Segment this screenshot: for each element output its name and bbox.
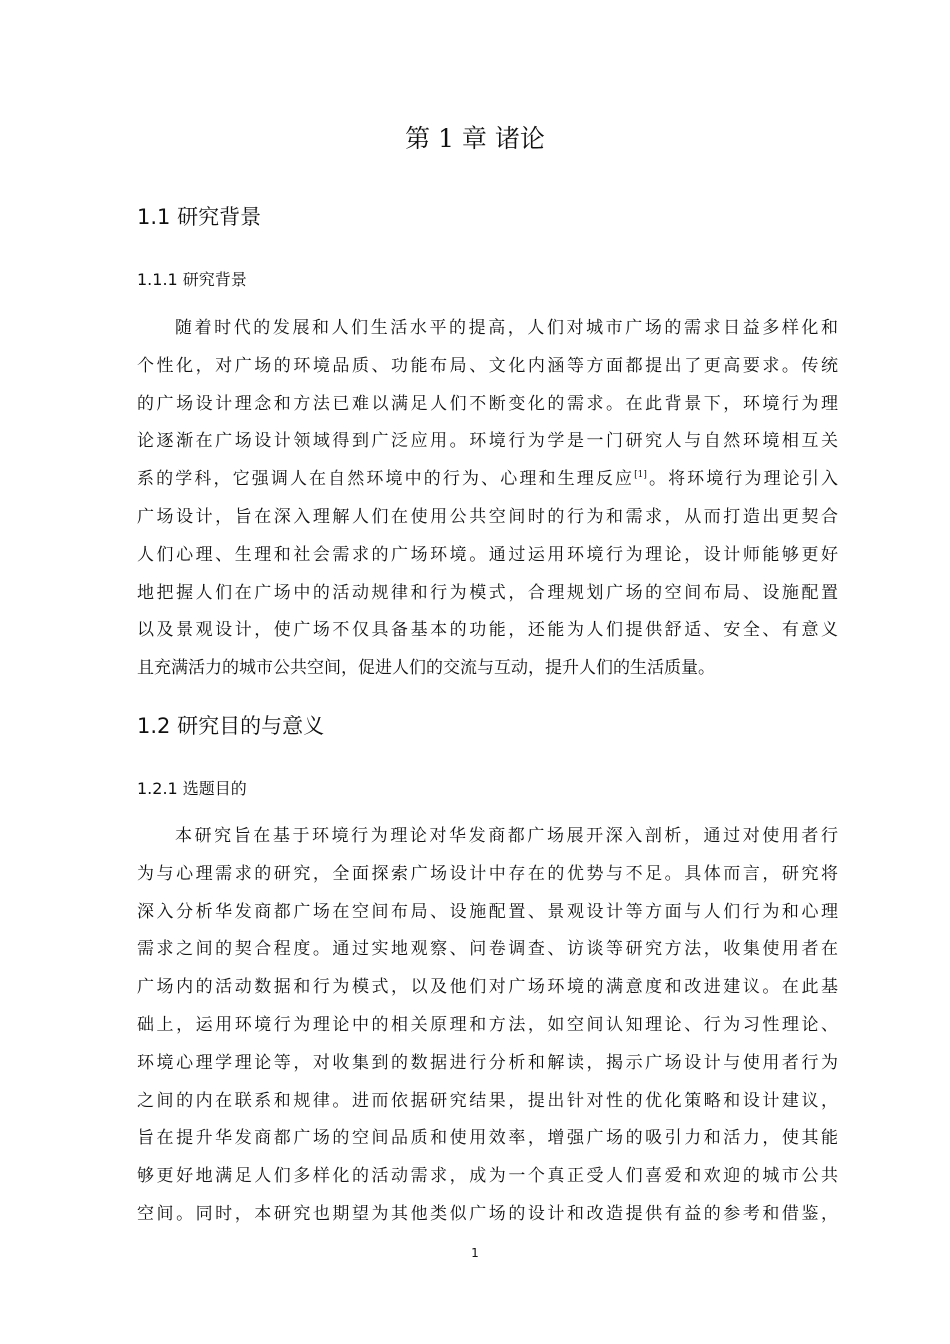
paragraph-line: 随着时代的发展和人们生活水平的提高，人们对城市广场的需求日益多样化和 (175, 318, 838, 338)
chapter-title: 第 1 章 诸论 (405, 124, 545, 153)
paragraph-line: 深入分析华发商都广场在空间布局、设施配置、景观设计等方面与人们行为和心理 (137, 901, 838, 922)
paragraph-text: 系的学科，它强调人在自然环境中的行为、心理和生理反应 (137, 469, 635, 490)
paragraph-line: 广场设计，旨在深入理解人们在使用公共空间时的行为和需求，从而打造出更契合 (137, 506, 838, 527)
paragraph-line: 的广场设计理念和方法已难以满足人们不断变化的需求。在此背景下，环境行为理 (137, 393, 838, 414)
section-heading-1-2: 1.2 研究目的与意义 (137, 714, 325, 738)
subsection-heading-1-2-1: 1.2.1 选题目的 (137, 779, 247, 798)
paragraph-line: 够更好地满足人们多样化的活动需求，成为一个真正受人们喜爱和欢迎的城市公共 (137, 1166, 838, 1187)
paragraph-line: 论逐渐在广场设计领域得到广泛应用。环境行为学是一门研究人与自然环境相互关 (137, 431, 838, 452)
section-heading-1-1: 1.1 研究背景 (137, 205, 262, 229)
paragraph-line: 个性化，对广场的环境品质、功能布局、文化内涵等方面都提出了更高要求。传统 (137, 355, 838, 376)
paragraph-text: 。将环境行为理论引入 (646, 469, 839, 490)
paragraph-line-with-citation (137, 461, 838, 499)
paragraph-line: 旨在提升华发商都广场的空间品质和使用效率，增强广场的吸引力和活力，使其能 (137, 1128, 838, 1149)
paragraph-line: 本研究旨在基于环境行为理论对华发商都广场展开深入剖析，通过对使用者行 (175, 826, 838, 846)
paragraph-research-purpose (137, 818, 838, 1234)
paragraph-line: 为与心理需求的研究，全面探索广场设计中存在的优势与不足。具体而言，研究将 (137, 863, 838, 884)
paragraph-line: 空间。同时，本研究也期望为其他类似广场的设计和改造提供有益的参考和借鉴， (137, 1203, 838, 1224)
paragraph-line: 之间的内在联系和规律。进而依据研究结果，提出针对性的优化策略和设计建议， (137, 1090, 838, 1111)
page-number: 1 (471, 1246, 479, 1260)
paragraph-line: 以及景观设计，使广场不仅具备基本的功能，还能为人们提供舒适、安全、有意义 (137, 620, 838, 641)
paragraph-line: 础上，运用环境行为理论中的相关原理和方法，如空间认知理论、行为习性理论、 (137, 1014, 838, 1035)
paragraph-line: 需求之间的契合程度。通过实地观察、问卷调查、访谈等研究方法，收集使用者在 (137, 939, 838, 960)
paragraph-line: 广场内的活动数据和行为模式，以及他们对广场环境的满意度和改进建议。在此基 (137, 977, 838, 998)
citation-reference: [1] (634, 470, 647, 481)
paragraph-line: 且充满活力的城市公共空间，促进人们的交流与互动，提升人们的生活质量。 (137, 658, 715, 679)
paragraph-line: 人们心理、生理和社会需求的广场环境。通过运用环境行为理论，设计师能够更好 (137, 544, 838, 565)
subsection-heading-1-1-1: 1.1.1 研究背景 (137, 270, 247, 289)
paragraph-line: 地把握人们在广场中的活动规律和行为模式，合理规划广场的空间布局、设施配置 (137, 582, 838, 603)
paragraph-line: 环境心理学理论等，对收集到的数据进行分析和解读，揭示广场设计与使用者行为 (137, 1052, 838, 1073)
paragraph-research-background (137, 310, 838, 688)
